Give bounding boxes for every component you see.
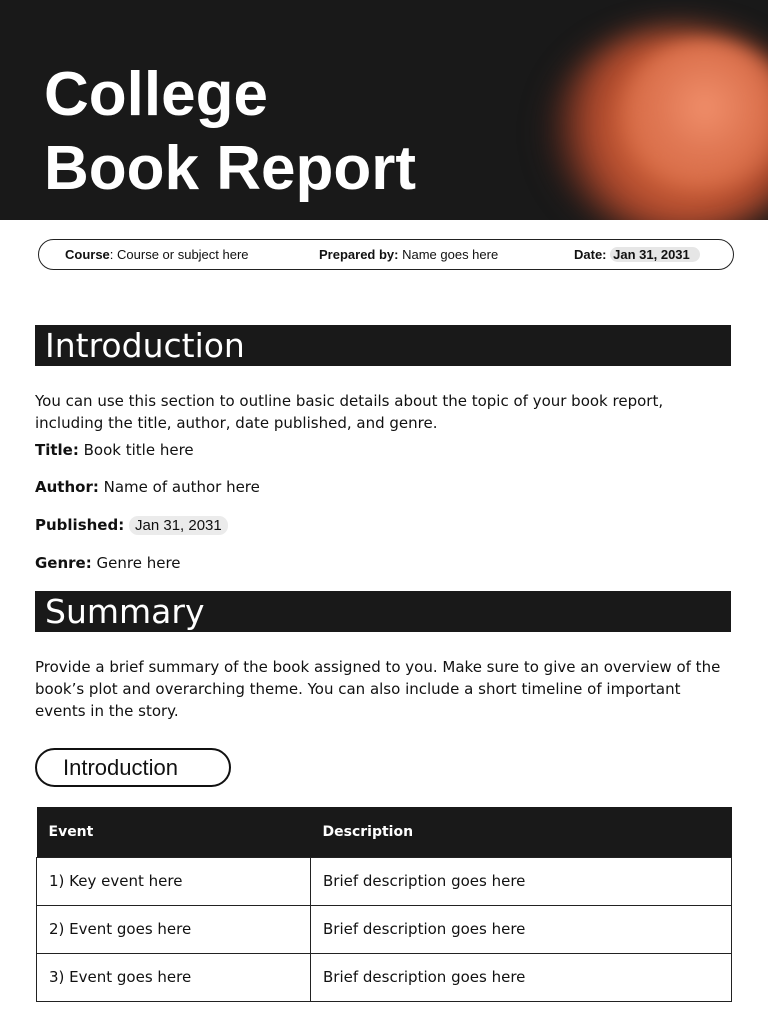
table-row xyxy=(37,857,732,905)
course-field[interactable] xyxy=(65,247,249,262)
introduction-text: You can use this section to outline basic details about the topic of your book report, including the title, author, date published, and genre. xyxy=(35,392,664,432)
published-field[interactable] xyxy=(35,516,228,534)
date-label: Date: xyxy=(574,247,607,262)
page-title-line-2: Book Report xyxy=(44,134,416,203)
published-date-chip[interactable]: Jan 31, 2031 xyxy=(129,516,228,535)
author-label: Author: xyxy=(35,478,99,496)
prepared-by-label: Prepared by: xyxy=(319,247,399,262)
summary-text: Provide a brief summary of the book assigned to you. Make sure to give an overview of the book’s plot and overarching theme. You can also include a short timeline of important events in the story. xyxy=(35,658,721,720)
page-title-line-1: College xyxy=(44,60,268,129)
prepared-by-value: Name goes here xyxy=(398,247,499,262)
events-table xyxy=(36,807,732,1002)
author-field[interactable] xyxy=(35,478,260,496)
introduction-heading: Introduction xyxy=(35,325,731,366)
course-label: Course xyxy=(65,247,110,262)
title-value: Book title here xyxy=(83,441,194,459)
report-meta-bar xyxy=(38,239,734,270)
date-field[interactable] xyxy=(574,247,700,262)
title-label: Title: xyxy=(35,441,79,459)
table-header-row xyxy=(37,807,732,857)
genre-label: Genre: xyxy=(35,554,92,572)
description-cell[interactable]: Brief description goes here xyxy=(311,905,732,953)
event-cell[interactable]: 1) Key event here xyxy=(37,857,311,905)
page-title xyxy=(44,58,416,206)
title-field[interactable] xyxy=(35,441,194,459)
description-cell[interactable]: Brief description goes here xyxy=(311,857,732,905)
table-row xyxy=(37,905,732,953)
author-value: Name of author here xyxy=(103,478,260,496)
event-cell[interactable]: 2) Event goes here xyxy=(37,905,311,953)
table-row xyxy=(37,953,732,1001)
course-value: : Course or subject here xyxy=(109,247,249,262)
genre-value: Genre here xyxy=(96,554,181,572)
published-label: Published: xyxy=(35,516,125,534)
date-value[interactable]: Jan 31, 2031 xyxy=(610,247,700,262)
event-cell[interactable]: 3) Event goes here xyxy=(37,953,311,1001)
prepared-by-field[interactable] xyxy=(319,247,498,262)
hero-banner xyxy=(0,0,768,220)
column-header-description: Description xyxy=(311,807,732,857)
description-cell[interactable]: Brief description goes here xyxy=(311,953,732,1001)
introduction-pill-button[interactable]: Introduction xyxy=(35,748,231,787)
genre-field[interactable] xyxy=(35,554,181,572)
column-header-event: Event xyxy=(37,807,311,857)
summary-heading: Summary xyxy=(35,591,731,632)
